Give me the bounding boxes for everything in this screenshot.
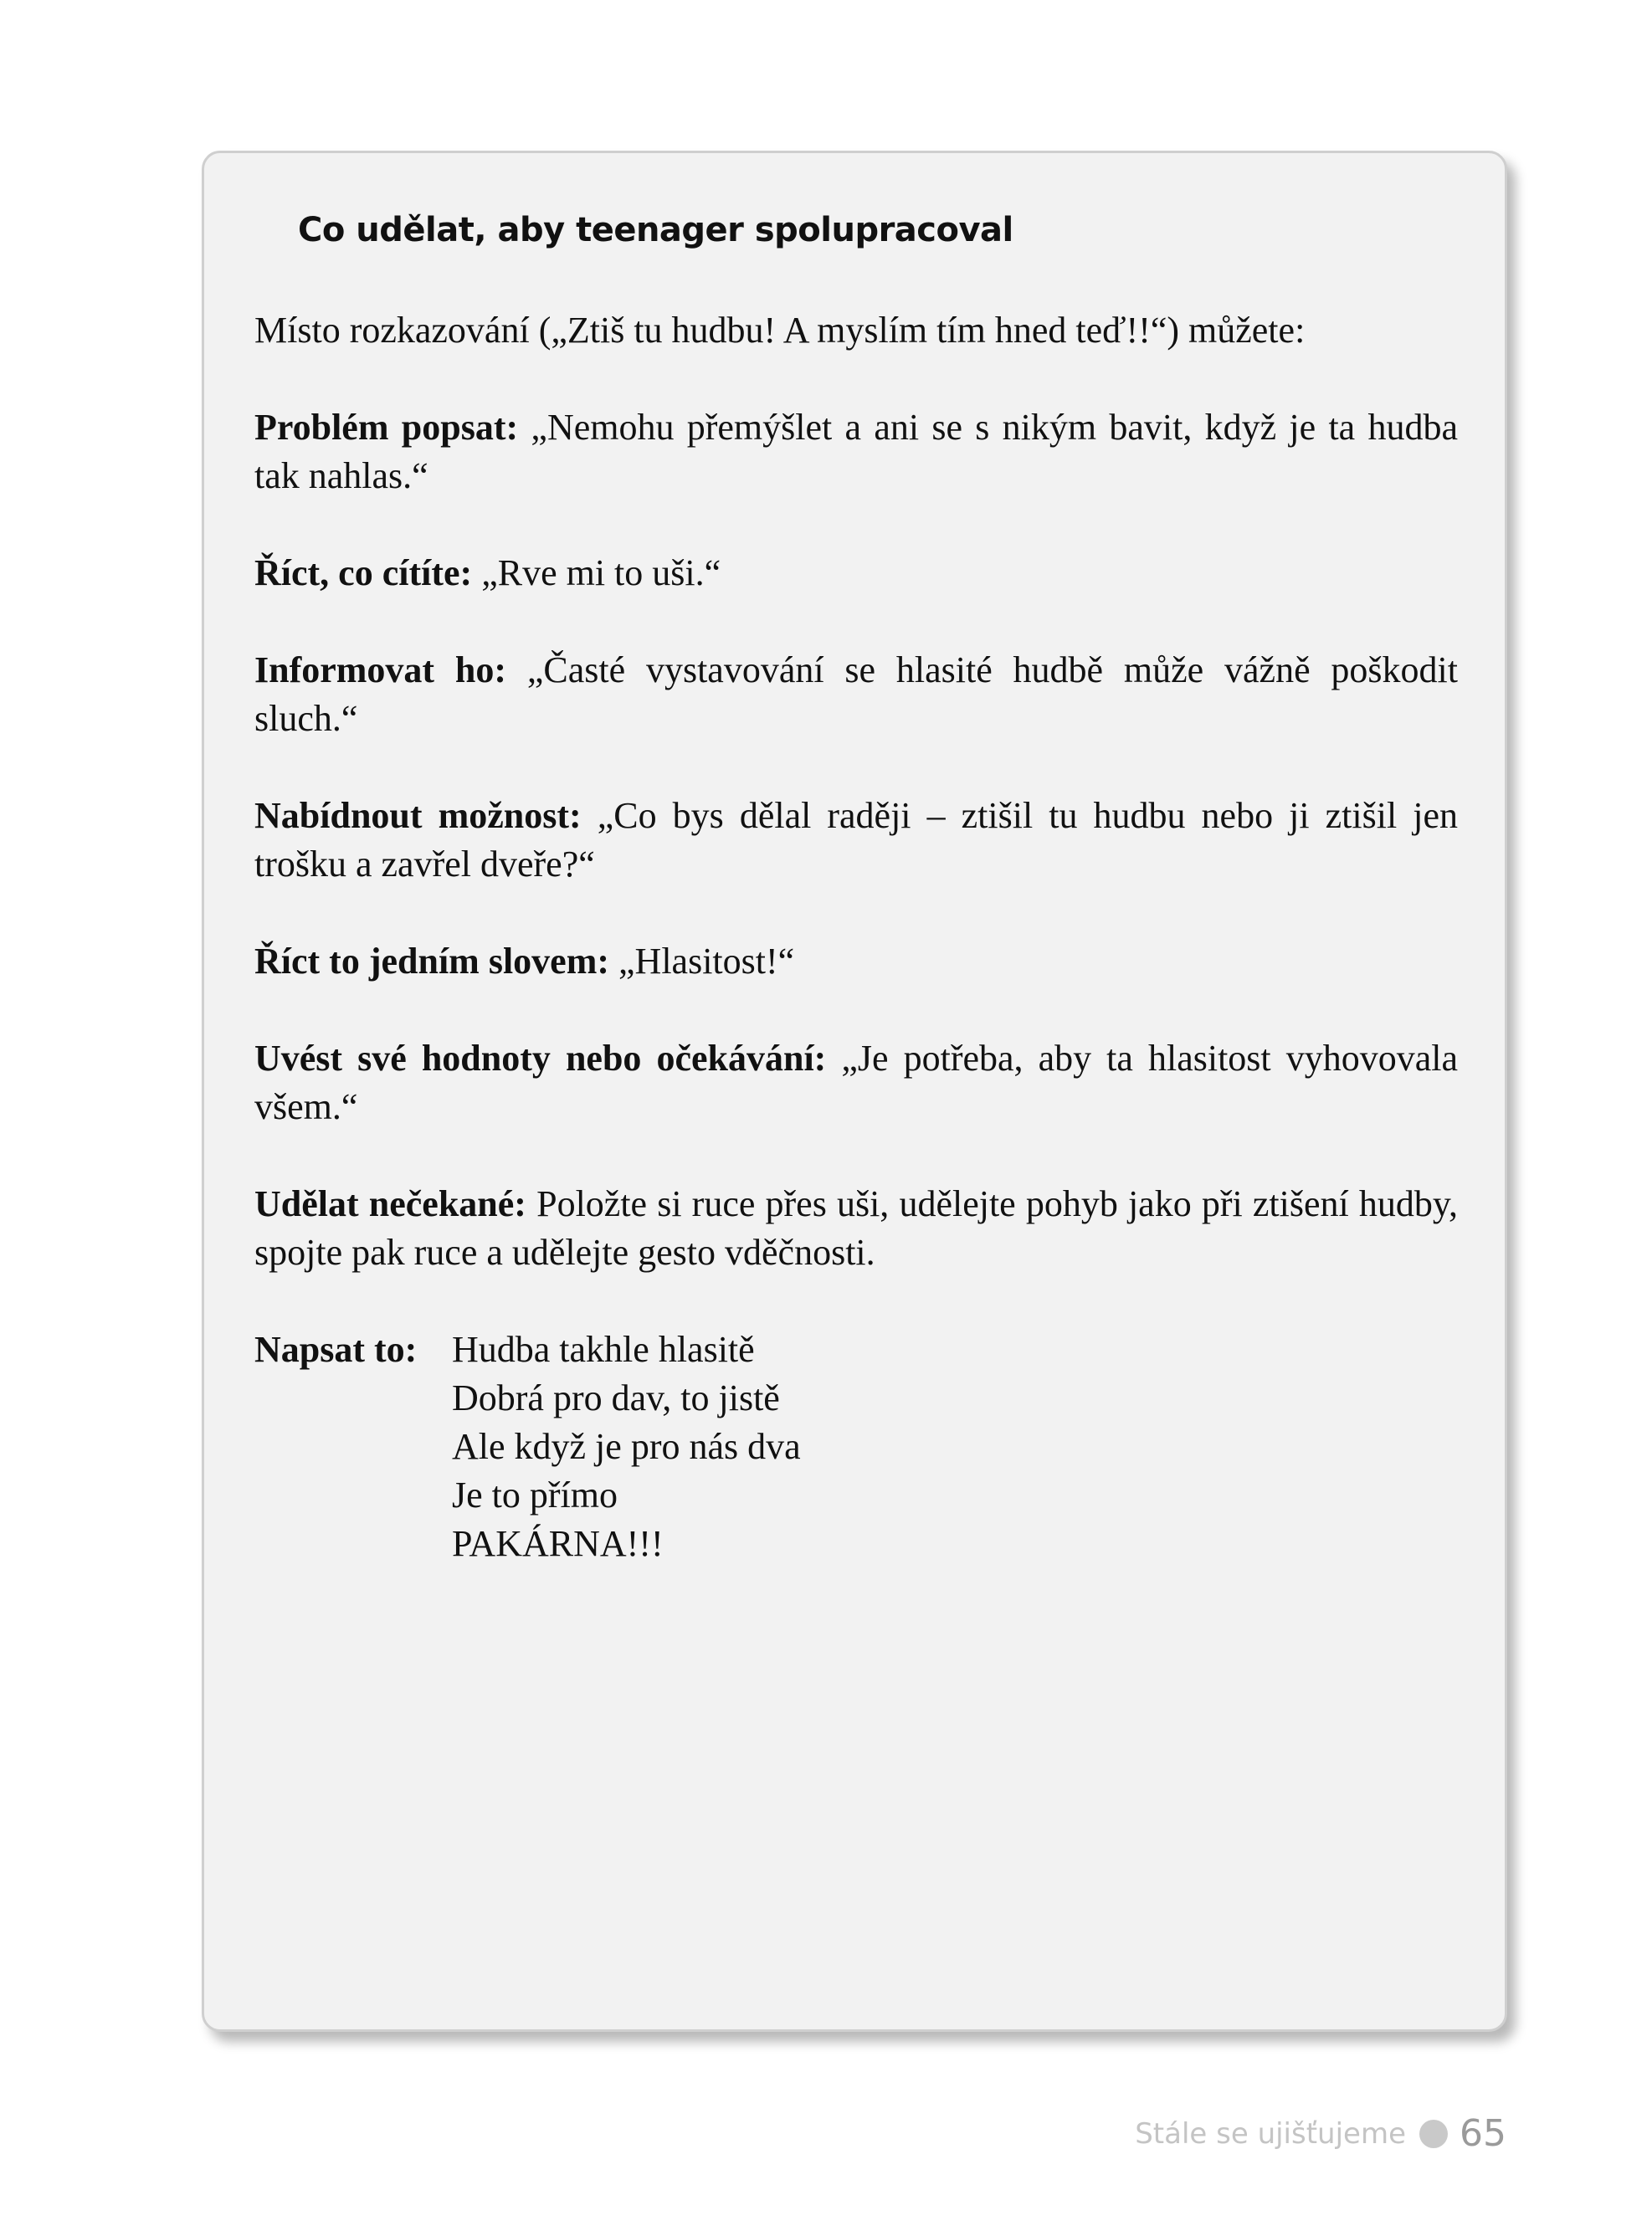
item-text: „Rve mi to uši.“ bbox=[472, 552, 721, 593]
item-inform bbox=[254, 646, 1458, 743]
item-say-feelings bbox=[254, 549, 1458, 598]
item-one-word bbox=[254, 937, 1458, 986]
item-describe-problem bbox=[254, 403, 1458, 500]
chapter-title: Stále se ujišťujeme bbox=[1135, 2116, 1406, 2151]
item-text: „Hlasitost!“ bbox=[609, 941, 795, 982]
item-text: „Časté vystavování se hlasité hudbě může vážně poškodit sluch.“ bbox=[254, 649, 1458, 739]
poem-line: PAKÁRNA!!! bbox=[452, 1523, 664, 1564]
poem-label: Napsat to: bbox=[254, 1329, 418, 1370]
box-content bbox=[254, 306, 1458, 1568]
item-values bbox=[254, 1034, 1458, 1131]
poem-line: Ale když je pro nás dva bbox=[452, 1426, 801, 1467]
item-text: „Nemohu přemýšlet a ani se s nikým bavit, když je ta hudba tak nahlas.“ bbox=[254, 407, 1459, 496]
item-unexpected bbox=[254, 1180, 1458, 1277]
item-label: Informovat ho: bbox=[254, 649, 507, 690]
item-text: Položte si ruce přes uši, udělejte pohyb jako při ztišení hudby, spojte pak ruce a udělejte gesto vděčnosti. bbox=[254, 1183, 1458, 1273]
bullet-dot-icon bbox=[1419, 2120, 1448, 2148]
item-label: Udělat nečekané: bbox=[254, 1183, 526, 1224]
poem-lines bbox=[452, 1326, 801, 1568]
item-label: Říct, co cítíte: bbox=[254, 552, 473, 593]
page-number: 65 bbox=[1460, 2112, 1506, 2155]
item-label: Říct to jedním slovem: bbox=[254, 941, 610, 982]
poem-line: Hudba takhle hlasitě bbox=[452, 1329, 755, 1370]
item-offer-choice bbox=[254, 792, 1458, 889]
intro-paragraph: Místo rozkazování („Ztiš tu hudbu! A myslím tím hned teď!!“) můžete: bbox=[254, 310, 1306, 351]
page-footer bbox=[1135, 2112, 1506, 2155]
item-text: „Je potřeba, aby ta hlasitost vyhovovala všem.“ bbox=[254, 1038, 1458, 1127]
poem-line: Je to přímo bbox=[452, 1475, 618, 1516]
box-title: Co udělat, aby teenager spolupracoval bbox=[298, 211, 1013, 249]
item-label: Nabídnout možnost: bbox=[254, 795, 582, 836]
poem-line: Dobrá pro dav, to jistě bbox=[452, 1377, 780, 1418]
poem-block bbox=[254, 1326, 1458, 1568]
item-text: „Co bys dělal raději – ztišil tu hudbu nebo ji ztišil jen trošku a zavřel dveře?“ bbox=[254, 795, 1458, 885]
item-label: Uvést své hodnoty nebo očekávání: bbox=[254, 1038, 827, 1079]
item-label: Problém popsat: bbox=[254, 407, 519, 448]
